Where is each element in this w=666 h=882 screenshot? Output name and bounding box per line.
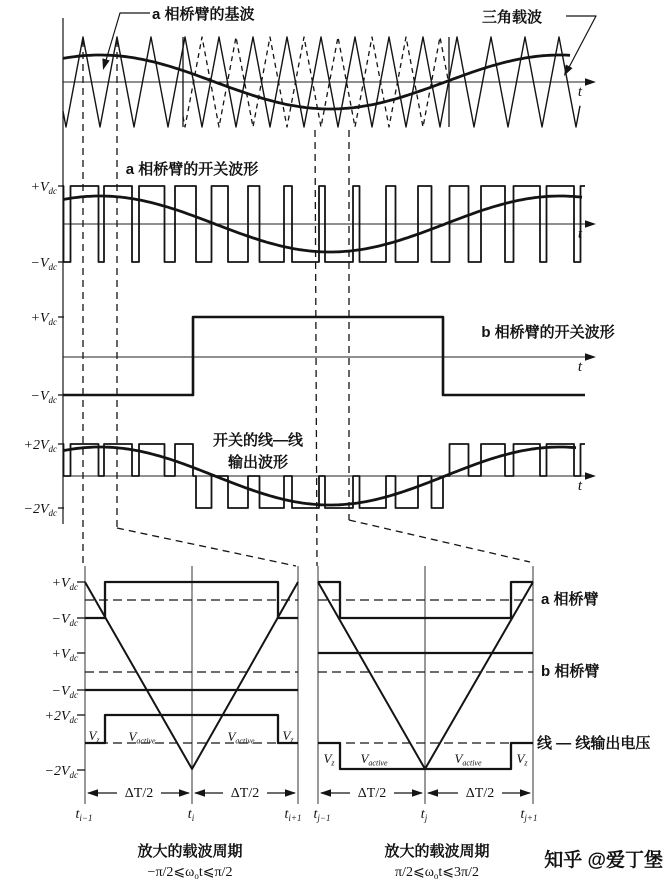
vz-label: Vz xyxy=(88,728,100,745)
half-period-label: ΔT/2 xyxy=(124,786,154,801)
zoom-left-caption: 放大的载波周期 xyxy=(137,843,243,860)
zl-vdc-neg-b: $-V_{dc}$ xyxy=(51,684,78,700)
p2-level-pos: $+V_{dc}$ xyxy=(30,180,57,196)
p3-title: b 相桥臂的开关波形 xyxy=(481,324,615,341)
p4-level-pos: $+2V_{dc}$ xyxy=(23,438,57,454)
tick-t-i+1: $t_{i+1}$ xyxy=(284,807,302,823)
vactive-label: Vactive xyxy=(227,729,255,746)
p2-level-neg: $-V_{dc}$ xyxy=(30,256,57,272)
time-axis-arrow xyxy=(585,353,596,361)
fundamental-a-label: a 相桥臂的基波 xyxy=(152,6,255,23)
zoom-right-caption: 放大的载波周期 xyxy=(384,843,490,860)
side-label-line-line: 线 — 线输出电压 xyxy=(537,735,651,752)
zl-2vdc-pos: $+2V_{dc}$ xyxy=(44,709,78,725)
vz-label: Vz xyxy=(323,751,335,768)
p4-level-neg: $-2V_{dc}$ xyxy=(23,502,57,518)
p1-time-axis-label: t xyxy=(577,84,583,100)
zoom-right-range: $\pi/2⩽\omega_ot⩽3\pi/2$ xyxy=(395,865,479,881)
half-period-label: ΔT/2 xyxy=(357,786,387,801)
p3-level-neg: $-V_{dc}$ xyxy=(30,389,57,405)
zl-2vdc-neg: $-2V_{dc}$ xyxy=(44,764,78,780)
tick-t-j-1: $t_{j-1}$ xyxy=(313,807,331,823)
tick-t-i: $t_i$ xyxy=(187,807,195,823)
tick-t-j: $t_j$ xyxy=(420,807,428,823)
delta-t-arrow-head xyxy=(427,789,438,797)
zoom-left-range: $-\pi/2⩽\omega_ot⩽\pi/2$ xyxy=(147,865,233,881)
vz-label: Vz xyxy=(282,728,294,745)
p4-time-axis-label: t xyxy=(577,478,583,494)
half-period-label: ΔT/2 xyxy=(230,786,260,801)
carrier-label-arrow xyxy=(564,65,573,77)
zl-vdc-neg-a: $-V_{dc}$ xyxy=(51,612,78,628)
side-label-b-arm: b 相桥臂 xyxy=(541,663,600,680)
watermark: 知乎 @爱丁堡 xyxy=(544,850,663,871)
delta-t-arrow-head xyxy=(194,789,205,797)
delta-t-arrow-head xyxy=(87,789,98,797)
side-label-a-arm: a 相桥臂 xyxy=(541,591,599,608)
p2-title: a 相桥臂的开关波形 xyxy=(125,161,259,178)
tick-t-j+1: $t_{j+1}$ xyxy=(520,807,538,823)
p4-title-line2: 输出波形 xyxy=(227,454,289,471)
delta-t-arrow-head xyxy=(412,789,423,797)
p3-level-pos: $+V_{dc}$ xyxy=(30,311,57,327)
vactive-label: Vactive xyxy=(360,751,388,768)
vz-label: Vz xyxy=(516,751,528,768)
delta-t-arrow-head xyxy=(320,789,331,797)
time-axis-arrow xyxy=(585,220,596,228)
vactive-label: Vactive xyxy=(454,751,482,768)
text-layer xyxy=(24,5,664,881)
time-axis-arrow xyxy=(585,472,596,480)
tick-t-i-1: $t_{i-1}$ xyxy=(75,807,93,823)
half-period-label: ΔT/2 xyxy=(465,786,495,801)
zl-vdc-pos-a: $+V_{dc}$ xyxy=(51,576,78,592)
zl-vdc-pos-b: $+V_{dc}$ xyxy=(51,647,78,663)
delta-t-arrow-head xyxy=(285,789,296,797)
carrier-label: 三角载波 xyxy=(482,9,543,26)
p2-time-axis-label: t xyxy=(577,226,583,242)
dashed-connector-line xyxy=(349,520,530,562)
dashed-marker-line xyxy=(315,130,317,566)
delta-t-arrow-head xyxy=(520,789,531,797)
dashed-connector-line xyxy=(117,528,296,566)
delta-t-arrow-head xyxy=(179,789,190,797)
vactive-label: Vactive xyxy=(128,729,156,746)
fundamental-label-arrow xyxy=(102,58,109,70)
p3-time-axis-label: t xyxy=(577,359,583,375)
carrier-label-leader xyxy=(566,16,596,73)
time-axis-arrow xyxy=(585,78,596,86)
p4-title-line1: 开关的线—线 xyxy=(212,432,304,449)
generated-waveforms xyxy=(58,13,596,804)
